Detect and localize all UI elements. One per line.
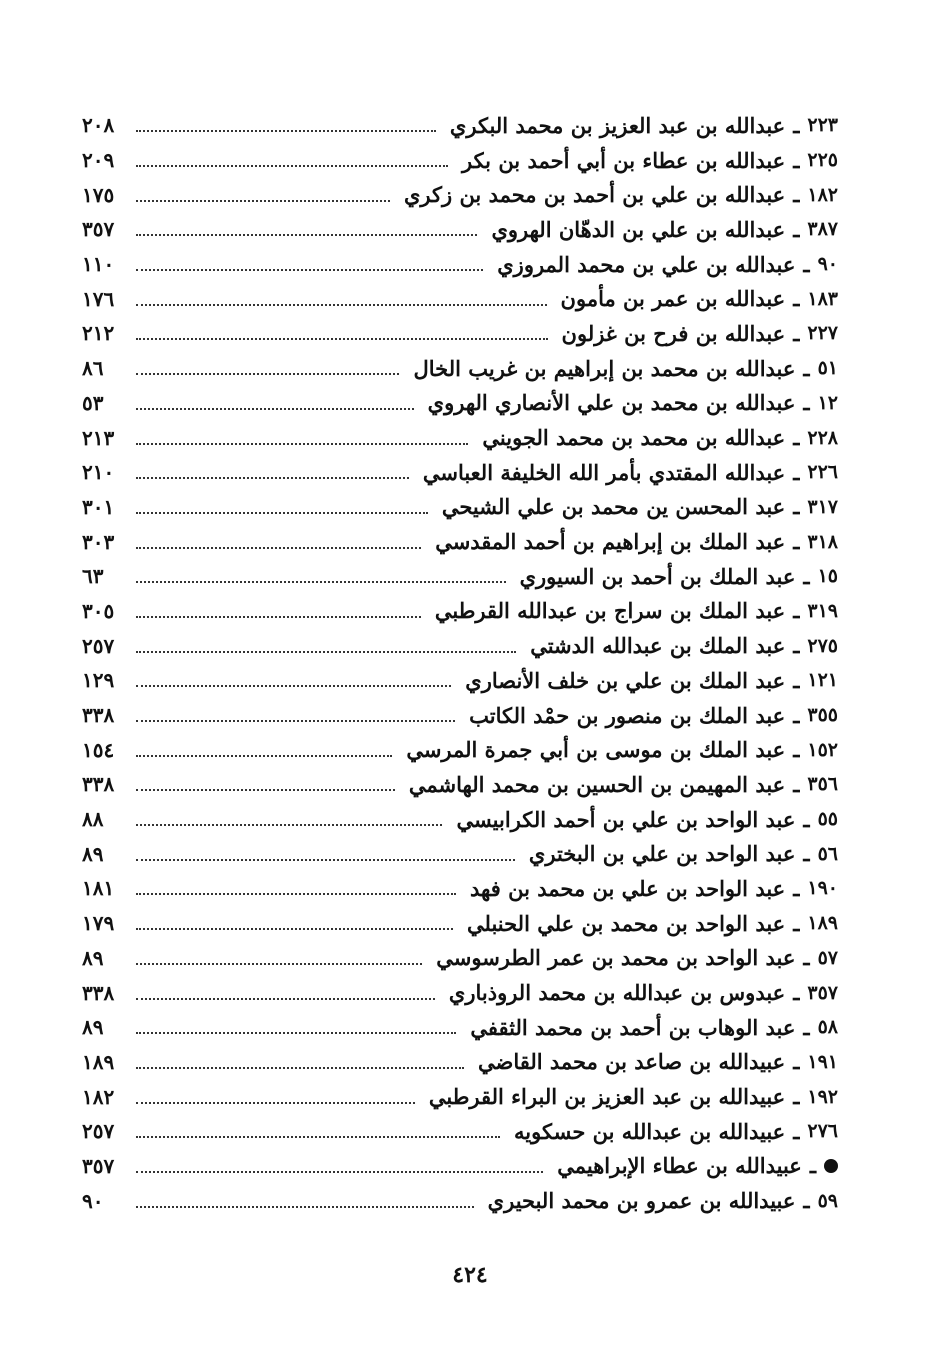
entry-separator: ـ: [793, 598, 800, 624]
index-entry: [82, 108, 838, 143]
entry-number: ١٩٠: [807, 877, 838, 900]
entry-separator: ـ: [803, 806, 810, 832]
index-entry: [82, 906, 838, 941]
entry-number: ١٢١: [807, 669, 838, 692]
entry-number: ١٨٩: [807, 912, 838, 935]
entry-label: [520, 564, 838, 589]
dot-leader: [136, 893, 456, 895]
entry-page-number: ٢١٠: [82, 460, 115, 485]
entry-number: ٣٨٧: [807, 218, 838, 241]
index-entry: [82, 420, 838, 455]
index-entry: [82, 559, 838, 594]
entry-name: عبدالله بن علي بن محمد المروزي: [497, 251, 796, 277]
index-entry: [82, 802, 838, 837]
entry-page-number: ٨٩: [82, 945, 104, 970]
entry-page-number: ٣٣٨: [82, 980, 115, 1005]
dot-leader: [136, 616, 421, 618]
entry-label: [462, 148, 838, 173]
entry-page-number: ٦٣: [82, 564, 104, 589]
entry-number: ١٥٢: [807, 738, 838, 761]
entry-label: [478, 1049, 838, 1074]
entry-number: ٢٧٥: [807, 634, 838, 657]
entry-number: ٩٠: [817, 253, 838, 276]
dot-leader: [136, 338, 548, 340]
entry-number: ٥٨: [817, 1016, 838, 1039]
entry-label: [409, 772, 838, 797]
entry-page-number: ٣٣٨: [82, 703, 115, 728]
entry-page-number: ٣٣٨: [82, 772, 115, 797]
dot-leader: [136, 1032, 456, 1034]
entry-label: [428, 390, 838, 415]
entry-page-number: ١٧٦: [82, 286, 115, 311]
entry-number: ١٥: [817, 565, 838, 588]
entry-separator: ـ: [803, 841, 810, 867]
entry-page-number: ٨٩: [82, 841, 104, 866]
entry-number: ٥٦: [817, 842, 838, 865]
entry-label: [465, 668, 838, 693]
entry-page-number: ١٥٤: [82, 737, 115, 762]
entry-label: [488, 1188, 838, 1213]
dot-leader: [136, 443, 468, 445]
entry-number: ٥٩: [817, 1189, 838, 1212]
index-entry: [82, 177, 838, 212]
entry-page-number: ٣٠١: [82, 494, 115, 519]
dot-leader: [136, 165, 448, 167]
index-entry: [82, 524, 838, 559]
entry-label: [456, 807, 838, 832]
entry-number: ٣٥٦: [807, 773, 838, 796]
entry-name: عبد المحسن ين محمد بن علي الشيحي: [441, 494, 786, 520]
entry-number: ٥٥: [817, 808, 838, 831]
entry-label: [497, 252, 838, 277]
entry-page-number: ٢١٣: [82, 425, 115, 450]
entry-name: عبد الملك بن علي بن خلف الأنصاري: [465, 667, 786, 693]
entry-number: ٣١٨: [807, 530, 838, 553]
entry-page-number: ١٧٩: [82, 911, 115, 936]
entry-name: عبيدالله بن عمرو بن محمد البحيري: [487, 1188, 796, 1214]
entry-page-number: ٣٥٧: [82, 217, 115, 242]
dot-leader: [136, 547, 421, 549]
entry-name: عبدالله بن محمد بن إبراهيم بن غريب الخال: [413, 355, 796, 381]
dot-leader: [136, 824, 442, 826]
index-entry: [82, 281, 838, 316]
entry-label: [406, 737, 838, 762]
entry-page-number: ٣٠٥: [82, 598, 115, 623]
entry-label: [557, 1153, 838, 1178]
entry-number: ١٨٣: [807, 287, 838, 310]
entry-label: [404, 182, 838, 207]
entry-name: عبد الملك بن سراج بن عبدالله القرطبي: [434, 598, 786, 624]
entry-name: عبد الوهاب بن أحمد بن محمد الثقفي: [470, 1014, 796, 1040]
entry-label: [561, 286, 838, 311]
entry-name: عبدالله المقتدي بأمر الله الخليفة العباسي: [422, 459, 786, 485]
index-entry: [82, 1114, 838, 1149]
index-entry: [82, 455, 838, 490]
entry-separator: ـ: [803, 1014, 810, 1040]
entry-name: عبد الملك بن عبدالله الدشتي: [530, 633, 786, 659]
entry-separator: ـ: [793, 771, 800, 797]
dot-leader: [136, 963, 422, 965]
entry-number: ٣١٧: [807, 495, 838, 518]
dot-leader: [136, 1102, 415, 1104]
dot-leader: [136, 1136, 500, 1138]
index-entry: [82, 941, 838, 976]
dot-leader: [136, 1171, 543, 1173]
index-entry: [82, 836, 838, 871]
entry-separator: ـ: [793, 633, 800, 659]
dot-leader: [136, 651, 516, 653]
entry-label: [470, 876, 838, 901]
entry-name: عبدالله بن علي بن أحمد بن محمد بن زكري: [403, 182, 786, 208]
entry-separator: ـ: [793, 494, 800, 520]
index-entry: [82, 628, 838, 663]
entry-label: [442, 494, 838, 519]
entry-number: ٢٢٥: [807, 149, 838, 172]
entry-name: عبد الملك بن منصور بن حمْد الكاتب: [469, 702, 786, 728]
entry-page-number: ٢٠٩: [82, 148, 115, 173]
entry-page-number: ١٨٩: [82, 1049, 115, 1074]
entry-name: عبد الواحد بن علي بن أحمد الكرابيسي: [456, 806, 796, 832]
dot-leader: [136, 1067, 464, 1069]
entry-separator: ـ: [793, 320, 800, 346]
entry-number: ٣٥٧: [807, 981, 838, 1004]
dot-leader: [136, 789, 395, 791]
entry-number: ١٩١: [807, 1050, 838, 1073]
dot-leader: [136, 512, 428, 514]
entry-name: عبدالله بن علي بن الدهّان الهروي: [491, 216, 786, 242]
entry-separator: ـ: [793, 112, 800, 138]
dot-leader: [136, 477, 409, 479]
dot-leader: [136, 269, 483, 271]
dot-leader: [136, 581, 506, 583]
entry-name: عبدالله بن فرح بن غزلون: [561, 320, 786, 346]
dot-leader: [136, 720, 455, 722]
entry-label: [450, 113, 838, 138]
entry-number: ٢٢٣: [807, 114, 838, 137]
entry-number: ١٩٢: [807, 1085, 838, 1108]
entry-label: [470, 1015, 838, 1040]
entry-page-number: ١٨١: [82, 876, 115, 901]
entry-label: [514, 1119, 838, 1144]
entry-label: [423, 460, 838, 485]
entry-label: [413, 356, 838, 381]
entry-page-number: ٨٨: [82, 807, 104, 832]
index-entry: [82, 767, 838, 802]
entry-separator: ـ: [793, 875, 800, 901]
entry-separator: ـ: [793, 529, 800, 555]
dot-leader: [136, 304, 547, 306]
entry-number: ٢٧٦: [807, 1120, 838, 1143]
entry-separator: ـ: [793, 1084, 800, 1110]
entry-separator: ـ: [793, 702, 800, 728]
entry-page-number: ٥٣: [82, 390, 104, 415]
entry-name: عبيدالله بن صاعد بن محمد القاضي: [477, 1049, 786, 1075]
entry-number: ٣٥٥: [807, 704, 838, 727]
index-entry: [82, 663, 838, 698]
entry-name: عبدالله بن عمر بن مأمون: [560, 286, 786, 312]
entry-page-number: ١١٠: [82, 252, 115, 277]
entry-page-number: ٢٠٨: [82, 113, 115, 138]
dot-leader: [136, 685, 451, 687]
entry-separator: ـ: [793, 667, 800, 693]
entry-label: [467, 911, 838, 936]
dot-leader: [136, 200, 390, 202]
index-entry: [82, 975, 838, 1010]
entry-label: [436, 945, 838, 970]
entry-number: ١٢: [817, 391, 838, 414]
index-entry: [82, 594, 838, 629]
index-entry: [82, 143, 838, 178]
entry-label: [482, 425, 838, 450]
entry-separator: ـ: [793, 459, 800, 485]
entry-name: عبد الواحد بن محمد بن علي الحنبلي: [467, 910, 786, 936]
entry-name: عبدالله بن محمد بن علي الأنصاري الهروي: [427, 390, 796, 416]
entry-label: [562, 321, 838, 346]
entry-separator: ـ: [793, 1049, 800, 1075]
entry-name: عبد الواحد بن علي بن محمد بن فهد: [470, 875, 786, 901]
entry-label: [530, 633, 838, 658]
entry-separator: ـ: [793, 737, 800, 763]
entry-name: عبدالله بن محمد بن محمد الجويني: [482, 425, 786, 451]
entry-separator: ـ: [793, 182, 800, 208]
entry-label: [435, 598, 838, 623]
entry-name: عبدالله بن عطاء بن أبي أحمد بن بكر: [461, 147, 786, 173]
index-entry: [82, 1045, 838, 1080]
entry-number: ٥١: [817, 357, 838, 380]
entry-name: عبد الملك بن إبراهيم بن أحمد المقدسي: [435, 529, 786, 555]
entry-number: ١٨٢: [807, 183, 838, 206]
index-entry: [82, 351, 838, 386]
entry-name: عبد الملك بن موسى بن أبي جمرة المرسي: [406, 737, 786, 763]
index-entry: [82, 1079, 838, 1114]
index-entry: [82, 316, 838, 351]
entry-separator: ـ: [793, 147, 800, 173]
index-entry: [82, 212, 838, 247]
entry-page-number: ٢٥٧: [82, 1119, 115, 1144]
dot-leader: [136, 1206, 474, 1208]
dot-leader: [136, 928, 453, 930]
index-entry: [82, 1183, 838, 1218]
entry-page-number: ١٢٩: [82, 668, 115, 693]
entry-name: عبد المهيمن بن الحسين بن محمد الهاشمي: [408, 771, 786, 797]
dot-leader: [136, 408, 414, 410]
entry-label: [529, 841, 838, 866]
entry-separator: ـ: [793, 980, 800, 1006]
entry-name: عبدوس بن عبدالله بن محمد الروذباري: [448, 980, 786, 1006]
index-entry: [82, 1149, 838, 1184]
bullet-icon: [824, 1159, 838, 1173]
dot-leader: [136, 373, 399, 375]
entry-number: ٢٢٦: [807, 461, 838, 484]
entry-separator: ـ: [793, 1118, 800, 1144]
entry-page-number: ٣٠٣: [82, 529, 115, 554]
index-entry: [82, 871, 838, 906]
entry-name: عبيدالله بن عطاء الإبراهيمي: [557, 1153, 802, 1179]
entry-page-number: ٢٥٧: [82, 633, 115, 658]
entry-number: ٢٢٧: [807, 322, 838, 345]
entry-separator: ـ: [793, 910, 800, 936]
entry-number: ٢٢٨: [807, 426, 838, 449]
entry-page-number: ٨٩: [82, 1015, 104, 1040]
index-entry: [82, 490, 838, 525]
dot-leader: [136, 130, 436, 132]
entry-separator: ـ: [803, 355, 810, 381]
index-entry: [82, 698, 838, 733]
entry-label: [491, 217, 838, 242]
entry-separator: ـ: [803, 945, 810, 971]
entry-name: عبيدالله بن عبد العزيز بن البراء القرطبي: [428, 1084, 786, 1110]
entry-label: [449, 980, 838, 1005]
entry-name: عبد الواحد بن محمد بن عمر الطرسوسي: [436, 945, 796, 971]
entry-label: [435, 529, 838, 554]
entry-page-number: ٩٠: [82, 1188, 104, 1213]
entry-page-number: ٨٦: [82, 356, 104, 381]
entry-page-number: ٣٥٧: [82, 1153, 115, 1178]
entry-number: ٥٧: [817, 946, 838, 969]
index-list: [82, 108, 838, 1218]
entry-name: عبدالله بن عبد العزيز بن محمد البكري: [449, 112, 786, 138]
dot-leader: [136, 234, 477, 236]
entry-separator: ـ: [793, 286, 800, 312]
entry-label: [429, 1084, 838, 1109]
index-entry: [82, 386, 838, 421]
entry-separator: ـ: [809, 1153, 816, 1179]
entry-separator: ـ: [803, 251, 810, 277]
entry-page-number: ١٧٥: [82, 182, 115, 207]
entry-separator: ـ: [793, 216, 800, 242]
index-entry: [82, 247, 838, 282]
dot-leader: [136, 755, 392, 757]
entry-separator: ـ: [803, 563, 810, 589]
entry-name: عبد الملك بن أحمد بن السيوري: [519, 563, 796, 589]
entry-separator: ـ: [803, 1188, 810, 1214]
index-entry: [82, 732, 838, 767]
dot-leader: [136, 998, 435, 1000]
index-entry: [82, 1010, 838, 1045]
entry-page-number: ١٨٢: [82, 1084, 115, 1109]
entry-page-number: ٢١٢: [82, 321, 115, 346]
entry-label: [469, 703, 838, 728]
entry-name: عبيدالله بن عبدالله بن حسكويه: [514, 1118, 786, 1144]
entry-name: عبد الواحد بن علي بن البختري: [528, 841, 796, 867]
dot-leader: [136, 859, 515, 861]
entry-number: ٣١٩: [807, 599, 838, 622]
entry-separator: ـ: [803, 390, 810, 416]
page-number: ٤٢٤: [452, 1262, 488, 1288]
entry-separator: ـ: [793, 425, 800, 451]
